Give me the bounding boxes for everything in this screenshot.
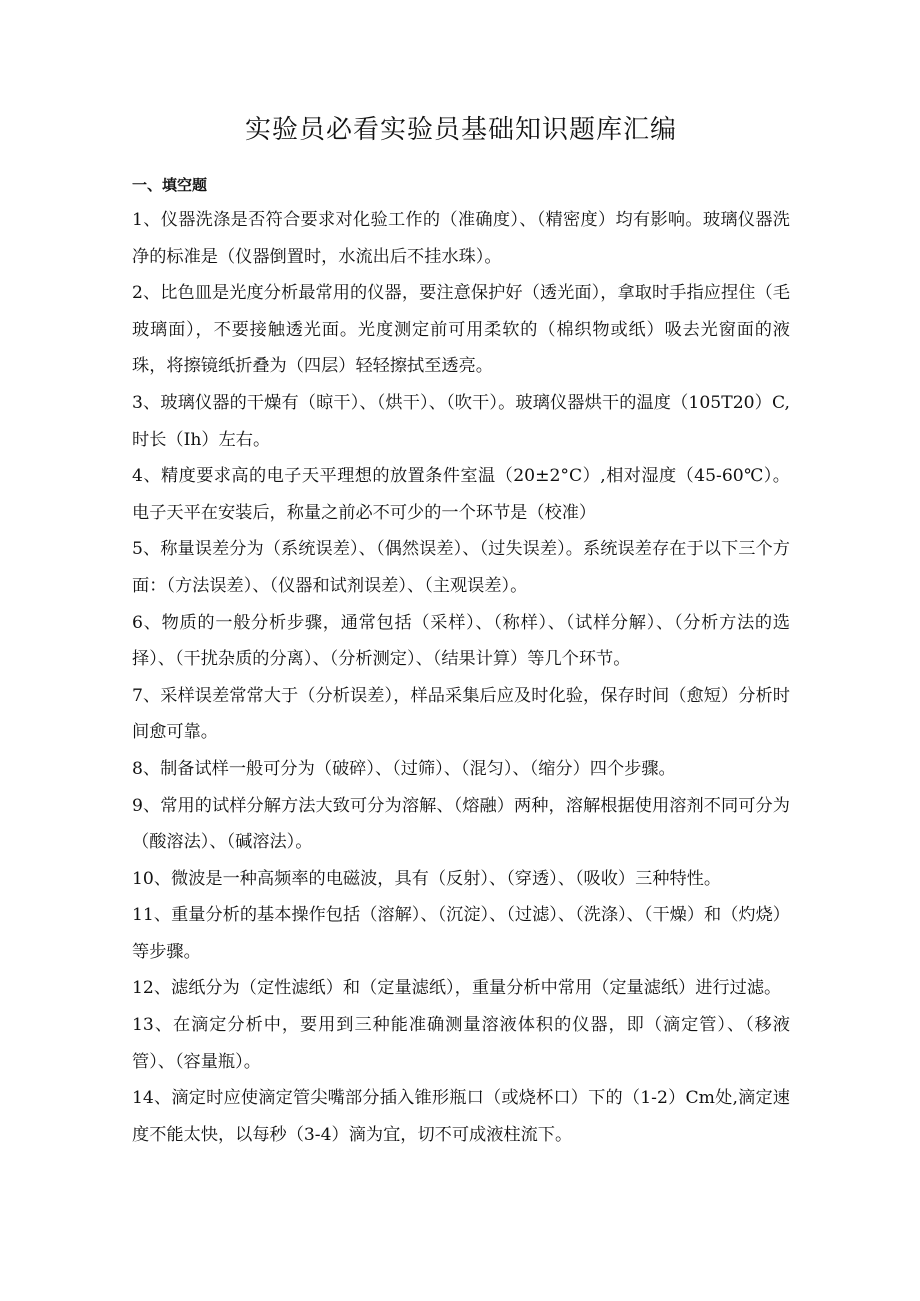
question-item: 1、仪器洗涤是否符合要求对化验工作的（准确度）、（精密度）均有影响。玻璃仪器洗净的标准是（仪器倒置时，水流出后不挂水珠）。 [132, 210, 790, 267]
question-item: 11、重量分析的基本操作包括（溶解）、（沉淀）、（过滤）、（洗涤）、（干燥）和（灼烧）等步骤。 [132, 905, 790, 962]
question-item: 7、采样误差常常大于（分析误差），样品采集后应及时化验，保存时间（愈短）分析时间愈可靠。 [132, 685, 790, 743]
question-item: 14、滴定时应使滴定管尖嘴部分插入锥形瓶口（或烧杯口）下的（1-2）Cm处,滴定速度不能太快，以每秒（3-4）滴为宜，切不可成液柱流下。 [132, 1088, 790, 1145]
question-item: 12、滤纸分为（定性滤纸）和（定量滤纸），重量分析中常用（定量滤纸）进行过滤。 [132, 978, 782, 999]
question-item: 9、常用的试样分解方法大致可分为溶解、（熔融）两种，溶解根据使用溶剂不同可分为（酸溶法）、（碱溶法）。 [132, 795, 790, 853]
question-item: 4、精度要求高的电子天平理想的放置条件室温（20±2°C）,相对湿度（45-60℃）。电子天平在安装后，称量之前必不可少的一个环节是（校准） [132, 466, 790, 523]
question-item: 10、微波是一种高频率的电磁波，具有（反射）、（穿透）、（吸收）三种特性。 [132, 868, 722, 889]
question-list [132, 202, 790, 1153]
question-item: 3、玻璃仪器的干燥有（晾干）、（烘干）、（吹干）。玻璃仪器烘干的温度（105T20）C,时长（Ih）左右。 [132, 392, 790, 450]
question-item: 6、物质的一般分析步骤，通常包括（采样）、（称样）、（试样分解）、（分析方法的选择）、（干扰杂质的分离）、（分析测定）、（结果计算）等几个环节。 [132, 612, 790, 670]
section-heading: 一、填空题 [132, 176, 208, 194]
question-item: 8、制备试样一般可分为（破碎）、（过筛）、（混匀）、（缩分）四个步骤。 [132, 758, 676, 779]
question-item: 5、称量误差分为（系统误差）、（偶然误差）、（过失误差）。系统误差存在于以下三个方面：（方法误差）、（仪器和试剂误差）、（主观误差）。 [132, 539, 790, 596]
question-item: 13、在滴定分析中，要用到三种能准确测量溶液体积的仪器，即（滴定管）、（移液管）、（容量瓶）。 [132, 1015, 790, 1072]
document-title: 实验员必看实验员基础知识题库汇编 [244, 115, 677, 145]
question-item: 2、比色皿是光度分析最常用的仪器，要注意保护好（透光面），拿取时手指应捏住（毛玻璃面），不要接触透光面。光度测定前可用柔软的（棉织物或纸）吸去光窗面的液珠，将擦镜纸折叠为（四层）轻轻擦拭至透亮。 [132, 283, 790, 377]
